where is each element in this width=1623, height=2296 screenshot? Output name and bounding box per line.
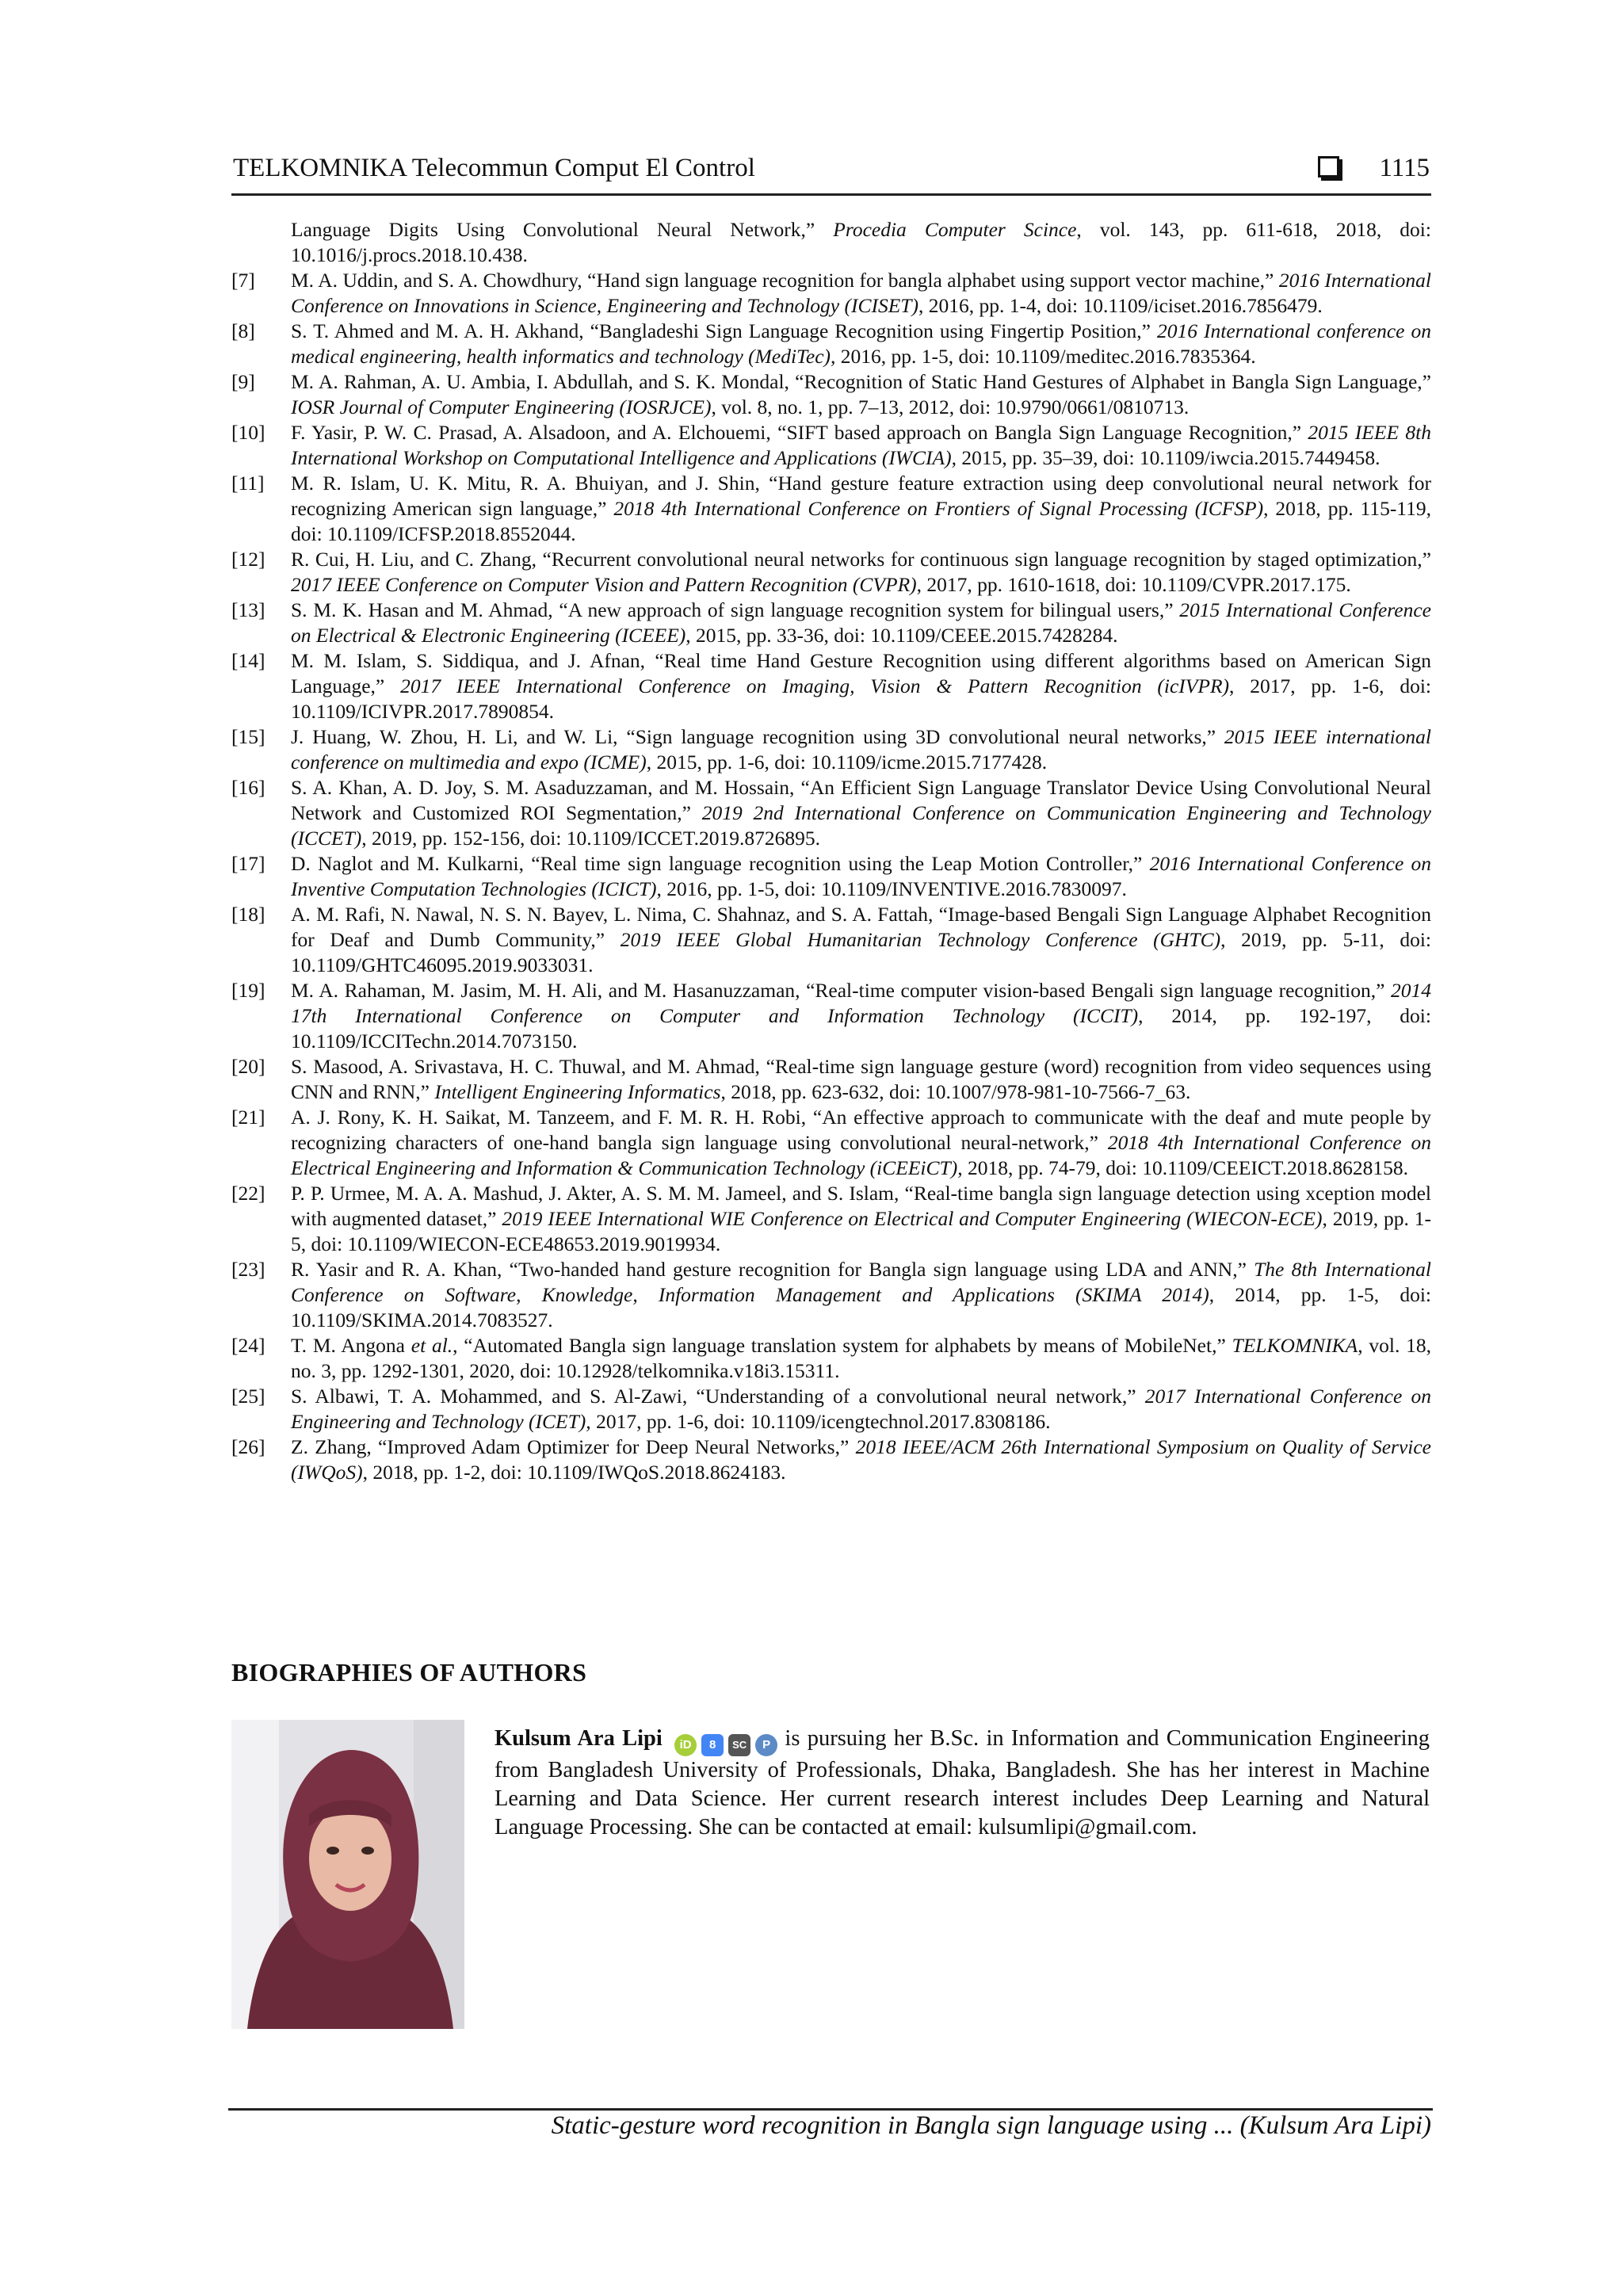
reference-venue: TELKOMNIKA — [1232, 1334, 1358, 1357]
reference-entry — [231, 648, 1431, 724]
reference-segment: , 2016, pp. 1-5, doi: 10.1109/INVENTIVE.2016.7830097. — [656, 877, 1127, 900]
reference-entry — [231, 547, 1431, 598]
reference-entry — [231, 851, 1431, 902]
reference-number: [11] — [231, 472, 265, 495]
reference-text — [291, 268, 1431, 319]
reference-venue: 2016 International Conference on Innovations in Science, Engineering and Technology (ICISET) — [291, 269, 1431, 317]
reference-venue: 2018 4th International Conference on Frontiers of Signal Processing (ICFSP) — [613, 497, 1264, 520]
reference-segment: M. R. Islam, U. K. Mitu, R. A. Bhuiyan, and J. Shin, “Hand gesture feature extraction using deep convolutional neural network for recognizing American sign language,” — [291, 472, 1431, 520]
reference-segment: R. Cui, H. Liu, and C. Zhang, “Recurrent convolutional neural networks for continuous sign language recognition by staged optimization,” — [291, 548, 1431, 571]
reference-text — [291, 547, 1431, 598]
reference-entry — [231, 1435, 1431, 1485]
reference-venue: 2014 17th International Conference on Computer and Information Technology (ICCIT) — [291, 979, 1431, 1027]
reference-segment: , 2015, pp. 1-6, doi: 10.1109/icme.2015.7177428. — [646, 751, 1048, 774]
reference-venue: 2017 International Conference on Engineering and Technology (ICET), — [291, 1385, 1431, 1433]
reference-entry — [231, 775, 1431, 851]
reference-venue: 2016 International Conference on Inventive Computation Technologies (ICICT) — [291, 852, 1431, 900]
reference-segment: , vol. 143, pp. 611-618, 2018, doi: 10.1016/j.procs.2018.10.438. — [291, 218, 1431, 266]
author-bio-text: is pursuing her B.Sc. in Information and Communication Engineering from Bangladesh University of Professionals, Dhaka, Bangladesh. She has her interest in Machine Learning and Data Science. Her current research interest includes Deep Learning and Natural Language Processing. She can be contacted at email: kulsumlipi@gmail.com. — [495, 1726, 1430, 1839]
reference-entry — [231, 471, 1431, 547]
reference-number: [12] — [231, 548, 265, 571]
reference-entry — [231, 1105, 1431, 1181]
reference-text — [291, 1435, 1431, 1485]
reference-segment: , 2018, pp. 74-79, doi: 10.1109/CEEICT.2018.8628158. — [957, 1156, 1408, 1179]
reference-venue: IOSR Journal of Computer Engineering (IOSRJCE) — [291, 395, 712, 418]
reference-segment: M. M. Islam, S. Siddiqua, and J. Afnan, “Real time Hand Gesture Recognition using different algorithms based on American Sign Language,” — [291, 649, 1431, 697]
reference-venue: 2015 IEEE 8th International Workshop on Computational Intelligence and Applications (IWCIA), — [291, 421, 1431, 469]
reference-venue: Procedia Computer Scince — [833, 218, 1077, 241]
reference-number: [14] — [231, 649, 265, 672]
square-bullet-icon — [1318, 156, 1339, 178]
reference-entry — [231, 217, 1431, 268]
reference-segment: , 2018, pp. 623-632, doi: 10.1007/978-981-10-7566-7_63. — [720, 1080, 1191, 1103]
reference-segment: , 2017, pp. 1610-1618, doi: 10.1109/CVPR.2017.175. — [916, 573, 1351, 596]
reference-number: [25] — [231, 1385, 265, 1408]
reference-venue: The 8th International Conference on Software, Knowledge, Information Management and Applications (SKIMA 2014) — [291, 1258, 1431, 1306]
reference-segment: , “Automated Bangla sign language translation system for alphabets by means of MobileNet,” — [453, 1334, 1232, 1357]
reference-segment: , 2019, pp. 152-156, doi: 10.1109/ICCET.2019.8726895. — [361, 827, 820, 850]
reference-segment: J. Huang, W. Zhou, H. Li, and W. Li, “Sign language recognition using 3D convolutional neural networks,” — [291, 725, 1224, 748]
reference-venue: et al. — [411, 1334, 453, 1357]
reference-segment: 2016, pp. 1-5, doi: 10.1109/meditec.2016.7835364. — [835, 345, 1256, 368]
reference-segment: M. A. Rahman, A. U. Ambia, I. Abdullah, and S. K. Mondal, “Recognition of Static Hand Gestures of Alphabet in Bangla Sign Language,” — [291, 370, 1431, 393]
author-name: Kulsum Ara Lipi — [495, 1726, 663, 1751]
reference-text — [291, 598, 1431, 648]
reference-entry — [231, 1054, 1431, 1105]
reference-segment: P. P. Urmee, M. A. A. Mashud, J. Akter, A. S. M. M. Jameel, and S. Islam, “Real-time bangla sign language detection using xception model with augmented dataset,” — [291, 1182, 1431, 1230]
reference-number: [26] — [231, 1435, 265, 1458]
reference-text — [291, 217, 1431, 268]
reference-number: [21] — [231, 1106, 265, 1129]
footer-rule — [228, 2108, 1433, 2111]
reference-entry — [231, 1384, 1431, 1435]
reference-entry — [231, 319, 1431, 369]
reference-venue: 2015 IEEE international conference on multimedia and expo (ICME) — [291, 725, 1431, 774]
orcid-icon[interactable]: iD — [674, 1734, 697, 1756]
reference-segment: R. Yasir and R. A. Khan, “Two-handed hand gesture recognition for Bangla sign language using LDA and ANN,” — [291, 1258, 1254, 1281]
reference-list — [231, 217, 1431, 1485]
journal-title: TELKOMNIKA Telecommun Comput El Control — [233, 154, 755, 182]
reference-segment: , 2017, pp. 1-6, doi: 10.1109/ICIVPR.2017.7890854. — [291, 674, 1431, 723]
reference-venue: 2016 International conference on medical engineering, health informatics and technology (MediTec), — [291, 319, 1431, 368]
reference-segment: F. Yasir, P. W. C. Prasad, A. Alsadoon, and A. Elchouemi, “SIFT based approach on Bangla Sign Language Recognition,” — [291, 421, 1308, 444]
reference-segment: S. T. Ahmed and M. A. H. Akhand, “Bangladeshi Sign Language Recognition using Fingertip Position,” — [291, 319, 1157, 342]
reference-venue: 2018 4th International Conference on Electrical Engineering and Information & Communication Technology (iCEEiCT) — [291, 1131, 1432, 1179]
reference-segment: M. A. Rahaman, M. Jasim, M. H. Ali, and M. Hasanuzzaman, “Real-time computer vision-based Bengali sign language recognition,” — [291, 979, 1391, 1002]
reference-segment: A. J. Rony, K. H. Saikat, M. Tanzeem, and F. M. R. H. Robi, “An effective approach to communicate with the deaf and mute people by recognizing characters of one-hand bangla sign language using convolutional neural-network,” — [291, 1106, 1431, 1154]
reference-text — [291, 1257, 1431, 1333]
publons-icon[interactable]: P — [755, 1734, 777, 1756]
reference-text — [291, 1384, 1431, 1435]
reference-entry — [231, 902, 1431, 978]
reference-segment: 2017, pp. 1-6, doi: 10.1109/icengtechnol.2017.8308186. — [590, 1410, 1051, 1433]
reference-segment: D. Naglot and M. Kulkarni, “Real time sign language recognition using the Leap Motion Controller,” — [291, 852, 1150, 875]
reference-venue: Intelligent Engineering Informatics — [434, 1080, 721, 1103]
reference-number: [24] — [231, 1334, 265, 1357]
reference-number: [10] — [231, 421, 265, 444]
reference-number: [23] — [231, 1258, 265, 1281]
reference-segment: , vol. 8, no. 1, pp. 7–13, 2012, doi: 10.9790/0661/0810713. — [711, 395, 1190, 418]
reference-text — [291, 1105, 1431, 1181]
reference-venue: 2018 IEEE/ACM 26th International Symposium on Quality of Service (IWQoS) — [291, 1435, 1431, 1484]
author-photo — [231, 1720, 464, 2029]
google-scholar-icon[interactable]: 8 — [701, 1734, 724, 1756]
reference-text — [291, 1333, 1431, 1384]
reference-number: [18] — [231, 903, 265, 926]
reference-segment: S. Albawi, T. A. Mohammed, and S. Al-Zawi, “Understanding of a convolutional neural network,” — [291, 1385, 1145, 1408]
reference-number: [13] — [231, 598, 265, 621]
reference-text — [291, 420, 1431, 471]
reference-segment: S. A. Khan, A. D. Joy, S. M. Asaduzzaman, and M. Hossain, “An Efficient Sign Language Translator Device Using Convolutional Neural Network and Customized ROI Segmentation,” — [291, 776, 1431, 824]
reference-segment: , 2014, pp. 1-5, doi: 10.1109/SKIMA.2014.7083527. — [291, 1283, 1431, 1331]
reference-entry — [231, 1257, 1431, 1333]
reference-number: [16] — [231, 776, 265, 799]
reference-text — [291, 648, 1431, 724]
reference-entry — [231, 978, 1431, 1054]
reference-venue: 2017 IEEE International Conference on Imaging, Vision & Pattern Recognition (icIVPR) — [400, 674, 1230, 697]
reference-number: [17] — [231, 852, 265, 875]
reference-segment: 2015, pp. 35–39, doi: 10.1109/iwcia.2015.7449458. — [957, 446, 1381, 469]
reference-text — [291, 724, 1431, 775]
page-number-block — [1318, 154, 1430, 183]
reference-entry — [231, 268, 1431, 319]
reference-entry — [231, 1181, 1431, 1257]
reference-venue: 2019 IEEE Global Humanitarian Technology Conference (GHTC) — [620, 928, 1221, 951]
running-footer: Static-gesture word recognition in Bangla sign language using ... (Kulsum Ara Lipi) — [551, 2111, 1431, 2140]
reference-segment: Z. Zhang, “Improved Adam Optimizer for Deep Neural Networks,” — [291, 1435, 856, 1458]
reference-venue: 2015 International Conference on Electrical & Electronic Engineering (ICEEE) — [291, 598, 1431, 647]
reference-entry — [231, 1333, 1431, 1384]
reference-entry — [231, 724, 1431, 775]
reference-text — [291, 369, 1431, 420]
reference-entry — [231, 598, 1431, 648]
reference-number: [9] — [231, 370, 255, 393]
reference-segment: , 2019, pp. 5-11, doi: 10.1109/GHTC46095.2019.9033031. — [291, 928, 1432, 976]
reference-segment: , 2019, pp. 1-5, doi: 10.1109/WIECON-ECE48653.2019.9019934. — [291, 1207, 1431, 1255]
reference-entry — [231, 369, 1431, 420]
reference-text — [291, 851, 1431, 902]
reference-text — [291, 902, 1431, 978]
reference-segment: , 2015, pp. 33-36, doi: 10.1109/CEEE.2015.7428284. — [685, 624, 1118, 647]
reference-text — [291, 775, 1431, 851]
reference-number: [19] — [231, 979, 265, 1002]
reference-number: [20] — [231, 1055, 265, 1078]
scopus-icon[interactable]: SC — [728, 1734, 750, 1756]
reference-text — [291, 1054, 1431, 1105]
reference-venue: 2019 IEEE International WIE Conference on Electrical and Computer Engineering (WIECON-ECE) — [502, 1207, 1323, 1230]
page-number: 1115 — [1379, 154, 1430, 182]
running-header — [231, 154, 1431, 196]
reference-number: [22] — [231, 1182, 265, 1205]
reference-text — [291, 471, 1431, 547]
reference-number: [8] — [231, 319, 255, 342]
reference-entry — [231, 420, 1431, 471]
reference-segment: T. M. Angona — [291, 1334, 411, 1357]
reference-venue: 2017 IEEE Conference on Computer Vision and Pattern Recognition (CVPR) — [291, 573, 917, 596]
reference-segment: A. M. Rafi, N. Nawal, N. S. N. Bayev, L. Nima, C. Shahnaz, and S. A. Fattah, “Image-based Bengali Sign Language Alphabet Recognition for Deaf and Dumb Community,” — [291, 903, 1431, 951]
reference-segment: , 2018, pp. 115-119, doi: 10.1109/ICFSP.2018.8552044. — [291, 497, 1431, 545]
reference-number: [7] — [231, 269, 255, 292]
reference-segment: , 2018, pp. 1-2, doi: 10.1109/IWQoS.2018.8624183. — [362, 1461, 786, 1484]
reference-segment: S. Masood, A. Srivastava, H. C. Thuwal, and M. Ahmad, “Real-time sign language gesture (word) recognition from video sequences using CNN and RNN,” — [291, 1055, 1431, 1103]
biographies-heading: BIOGRAPHIES OF AUTHORS — [231, 1658, 587, 1687]
reference-segment: S. M. K. Hasan and M. Ahmad, “A new approach of sign language recognition system for bilingual users,” — [291, 598, 1180, 621]
author-biography — [495, 1725, 1430, 1842]
reference-text — [291, 319, 1431, 369]
reference-text — [291, 978, 1431, 1054]
reference-segment: , 2014, pp. 192-197, doi: 10.1109/ICCITechn.2014.7073150. — [291, 1004, 1431, 1052]
reference-number: [15] — [231, 725, 265, 748]
reference-segment: M. A. Uddin, and S. A. Chowdhury, “Hand sign language recognition for bangla alphabet using support vector machine,” — [291, 269, 1279, 292]
reference-segment: , vol. 18, no. 3, pp. 1292-1301, 2020, doi: 10.12928/telkomnika.v18i3.15311. — [291, 1334, 1432, 1382]
reference-text — [291, 1181, 1431, 1257]
reference-venue: 2019 2nd International Conference on Communication Engineering and Technology (ICCET) — [291, 801, 1431, 850]
reference-segment: , 2016, pp. 1-4, doi: 10.1109/iciset.2016.7856479. — [918, 294, 1323, 317]
reference-segment: Language Digits Using Convolutional Neural Network,” — [291, 218, 834, 241]
